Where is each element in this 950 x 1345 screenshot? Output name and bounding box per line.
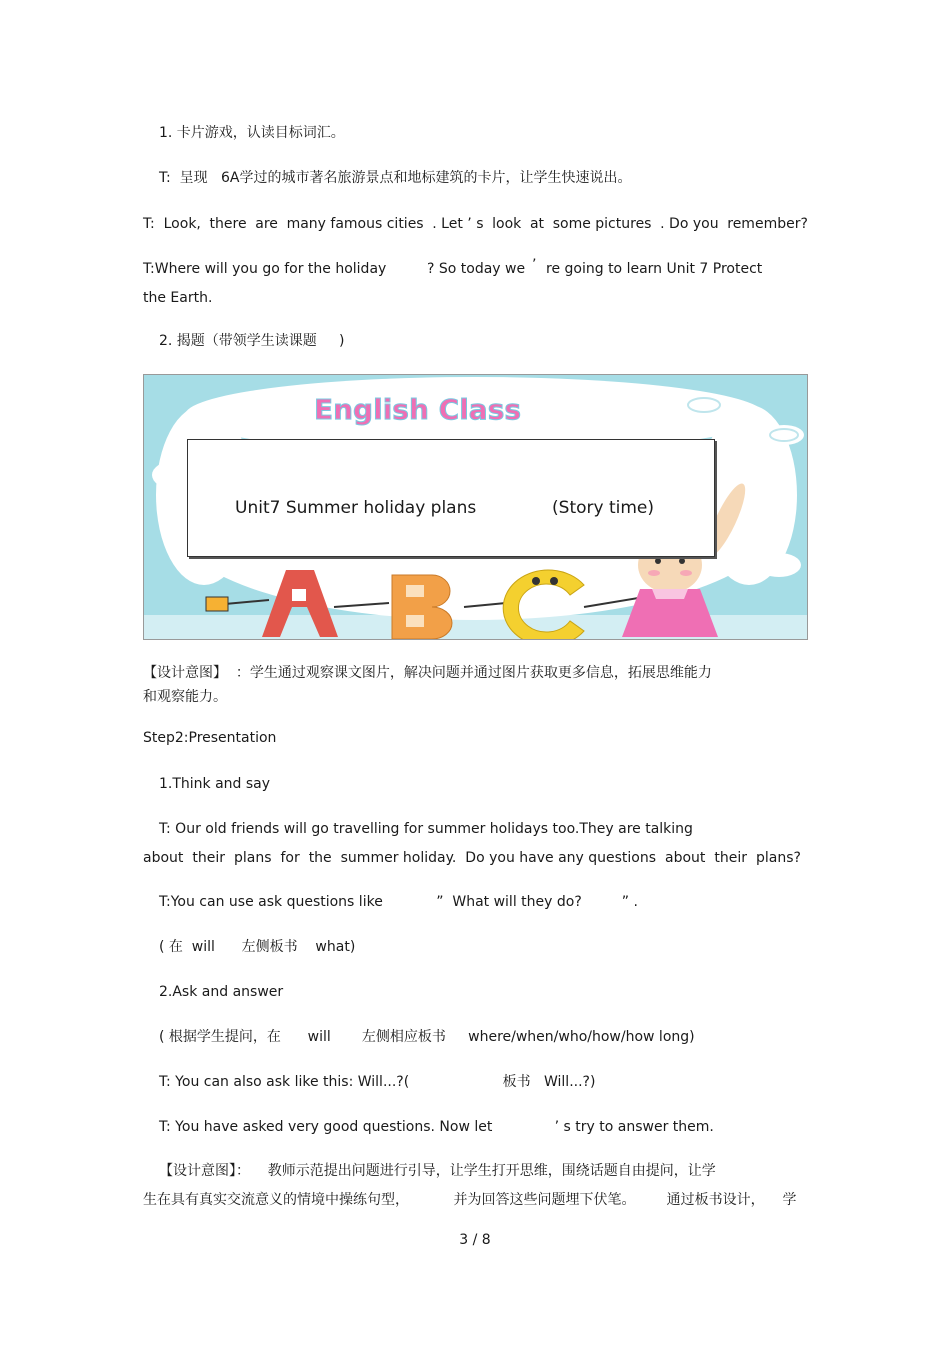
dialog-line-where-b: ? So today we [427,261,526,277]
dialog-about-plans [143,849,801,867]
word: remember? [727,216,808,232]
word: at [529,216,545,232]
word: for [280,850,300,866]
word: their [192,850,225,866]
think-and-say: 1.Think and say [159,776,271,792]
word: . Do you [660,216,719,232]
word: about [665,850,706,866]
word: plans [233,850,272,866]
step2-heading: Step2:Presentation [143,730,277,746]
design-intent-1-cont: 和观察能力。 [143,689,227,705]
dialog-line-where-a: T:Where will you go for the holiday [143,261,387,277]
banner-text: English Class [314,393,522,426]
design-intent-1: 【设计意图】 ：学生通过观察课文图片，解决问题并通过图片获取更多信息，拓展思维能力 [143,665,712,681]
word: Do you have any questions [465,850,657,866]
lesson-subtitle: (Story time) [552,498,654,518]
note-wh-words: ( 根据学生提问，在 will 左侧相应板书 where/when/who/how/how long) [159,1029,695,1045]
step-text-1: 1. 卡片游戏，认读目标词汇。 [159,125,345,141]
english-class-picture [143,374,808,640]
dialog-ask-questions: T:You can use ask questions like ” What will they do? ” . [159,894,638,910]
lesson-title: Unit7 Summer holiday plans [235,498,477,518]
design-intent-2: 【设计意图】： 教师示范提出问题进行引导，让学生打开思维，围绕话题自由提问，让学 [159,1163,716,1179]
dialog-good-questions: T: You have asked very good questions. Now let ’ s try to answer them. [159,1119,714,1135]
note-what: ( 在 will 左侧板书 what) [159,939,356,955]
word: plans? [755,850,801,866]
dialog-line-where-c: ’ [532,257,537,273]
step-text-2: T: 呈现 6A学过的城市著名旅游景点和地标建筑的卡片，让学生快速说出。 [159,170,632,186]
word: . Let ’ s [432,216,484,232]
word: there [209,216,247,232]
word: are [255,216,278,232]
dialog-old-friends: T: Our old friends will go travelling for summer holidays too.They are talking [159,821,693,837]
step-text-reveal: 2. 揭题（带领学生读课题 ) [159,333,345,349]
dialog-will: T: You can also ask like this: Will...?( 板书 Will...?) [159,1074,596,1090]
word: the [308,850,332,866]
dialog-line-where-d: re going to learn Unit 7 Protect [546,261,763,277]
word: their [714,850,748,866]
dialog-line-look [143,215,808,233]
page-number: 3 / 8 [459,1232,491,1248]
word: T: Look, [143,216,201,232]
ask-and-answer: 2.Ask and answer [159,984,284,1000]
word: some pictures [552,216,652,232]
dialog-line-earth: the Earth. [143,290,213,306]
word: summer holiday. [340,850,457,866]
word: about [143,850,184,866]
lesson-title-box [187,439,715,557]
design-intent-2-cont: 生在具有真实交流意义的情境中操练句型， 并为回答这些问题埋下伏笔。 通过板书设计， 学 [143,1192,797,1208]
word: look [492,216,522,232]
word: many famous cities [286,216,424,232]
